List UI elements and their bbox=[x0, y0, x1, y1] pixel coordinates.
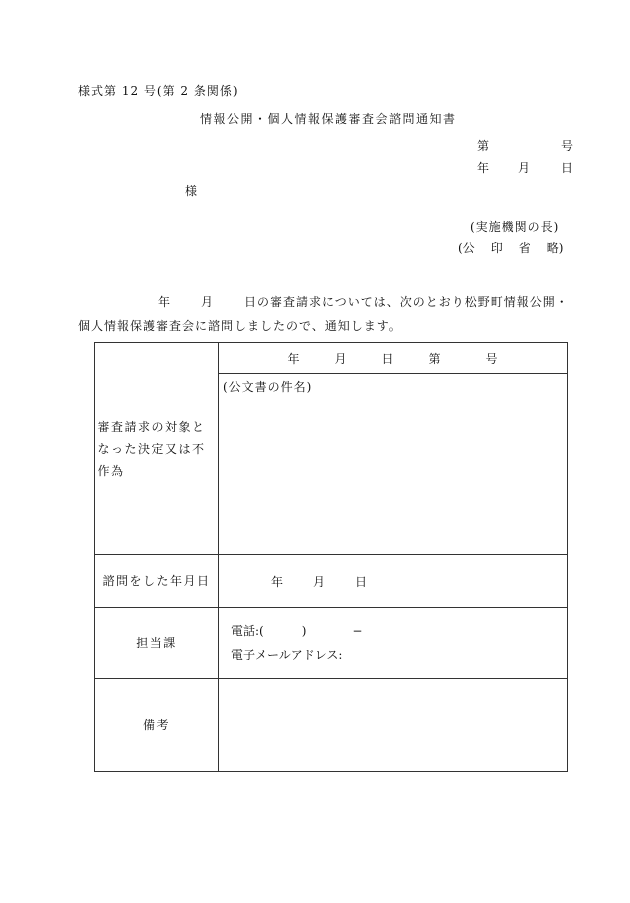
body-month: 月 bbox=[201, 295, 215, 309]
body-text-line-1 bbox=[158, 293, 569, 310]
issuer-title: (実施機関の長) bbox=[470, 220, 560, 234]
ref-no-prefix: 第 bbox=[428, 351, 442, 366]
ref-day: 日 bbox=[381, 351, 395, 366]
ref-year: 年 bbox=[287, 351, 301, 366]
remarks-cell[interactable] bbox=[219, 679, 568, 772]
subject-row-label bbox=[95, 343, 219, 555]
inquiry-date-cell[interactable] bbox=[219, 555, 568, 608]
ref-month: 月 bbox=[334, 351, 348, 366]
body-text: 日の審査請求については、次のとおり松野町情報公開・ bbox=[244, 295, 569, 309]
seal-omitted-note bbox=[458, 239, 563, 256]
decision-reference-cell[interactable] bbox=[219, 343, 568, 374]
contact-cell[interactable] bbox=[219, 608, 568, 679]
document-title: 情報公開・個人情報保護審査会諮問通知書 bbox=[200, 112, 457, 126]
seal-note-part: 印 bbox=[490, 241, 503, 255]
phone-dash: − bbox=[352, 624, 363, 638]
doc-number-prefix: 第 bbox=[477, 139, 491, 153]
email-line bbox=[231, 643, 567, 667]
inquiry-year: 年 bbox=[271, 574, 284, 589]
email-label: 電子メールアドレス: bbox=[231, 648, 343, 662]
inquiry-details-table bbox=[94, 342, 568, 772]
ref-no-suffix: 号 bbox=[485, 351, 499, 366]
addressee-honorific: 様 bbox=[185, 184, 199, 198]
remarks-label: 備考 bbox=[95, 679, 219, 772]
issue-date-month: 月 bbox=[518, 161, 532, 175]
form-number: 様式第 12 号(第 2 条関係) bbox=[78, 84, 239, 98]
department-label: 担当課 bbox=[95, 608, 219, 679]
seal-note-part: 省 bbox=[518, 241, 531, 255]
seal-note-part: (公 bbox=[458, 241, 475, 255]
phone-label: 電話:( bbox=[231, 624, 264, 638]
doc-number-suffix: 号 bbox=[561, 139, 575, 153]
subject-label-text: 審査請求の対象となった決定又は不作為 bbox=[97, 419, 206, 478]
document-subject-cell[interactable] bbox=[219, 374, 568, 555]
document-subject-label: (公文書の件名) bbox=[223, 379, 313, 394]
inquiry-month: 月 bbox=[313, 574, 326, 589]
phone-paren-close: ) bbox=[301, 624, 307, 638]
issue-date-day: 日 bbox=[561, 161, 575, 175]
seal-note-part: 略) bbox=[546, 241, 564, 255]
inquiry-date-label: 諮問をした年月日 bbox=[95, 555, 219, 608]
phone-line bbox=[231, 619, 567, 643]
body-text-line-2: 個人情報保護審査会に諮問しましたので、通知します。 bbox=[78, 319, 402, 333]
body-year: 年 bbox=[158, 295, 172, 309]
inquiry-day: 日 bbox=[355, 574, 368, 589]
issue-date-year: 年 bbox=[477, 161, 491, 175]
